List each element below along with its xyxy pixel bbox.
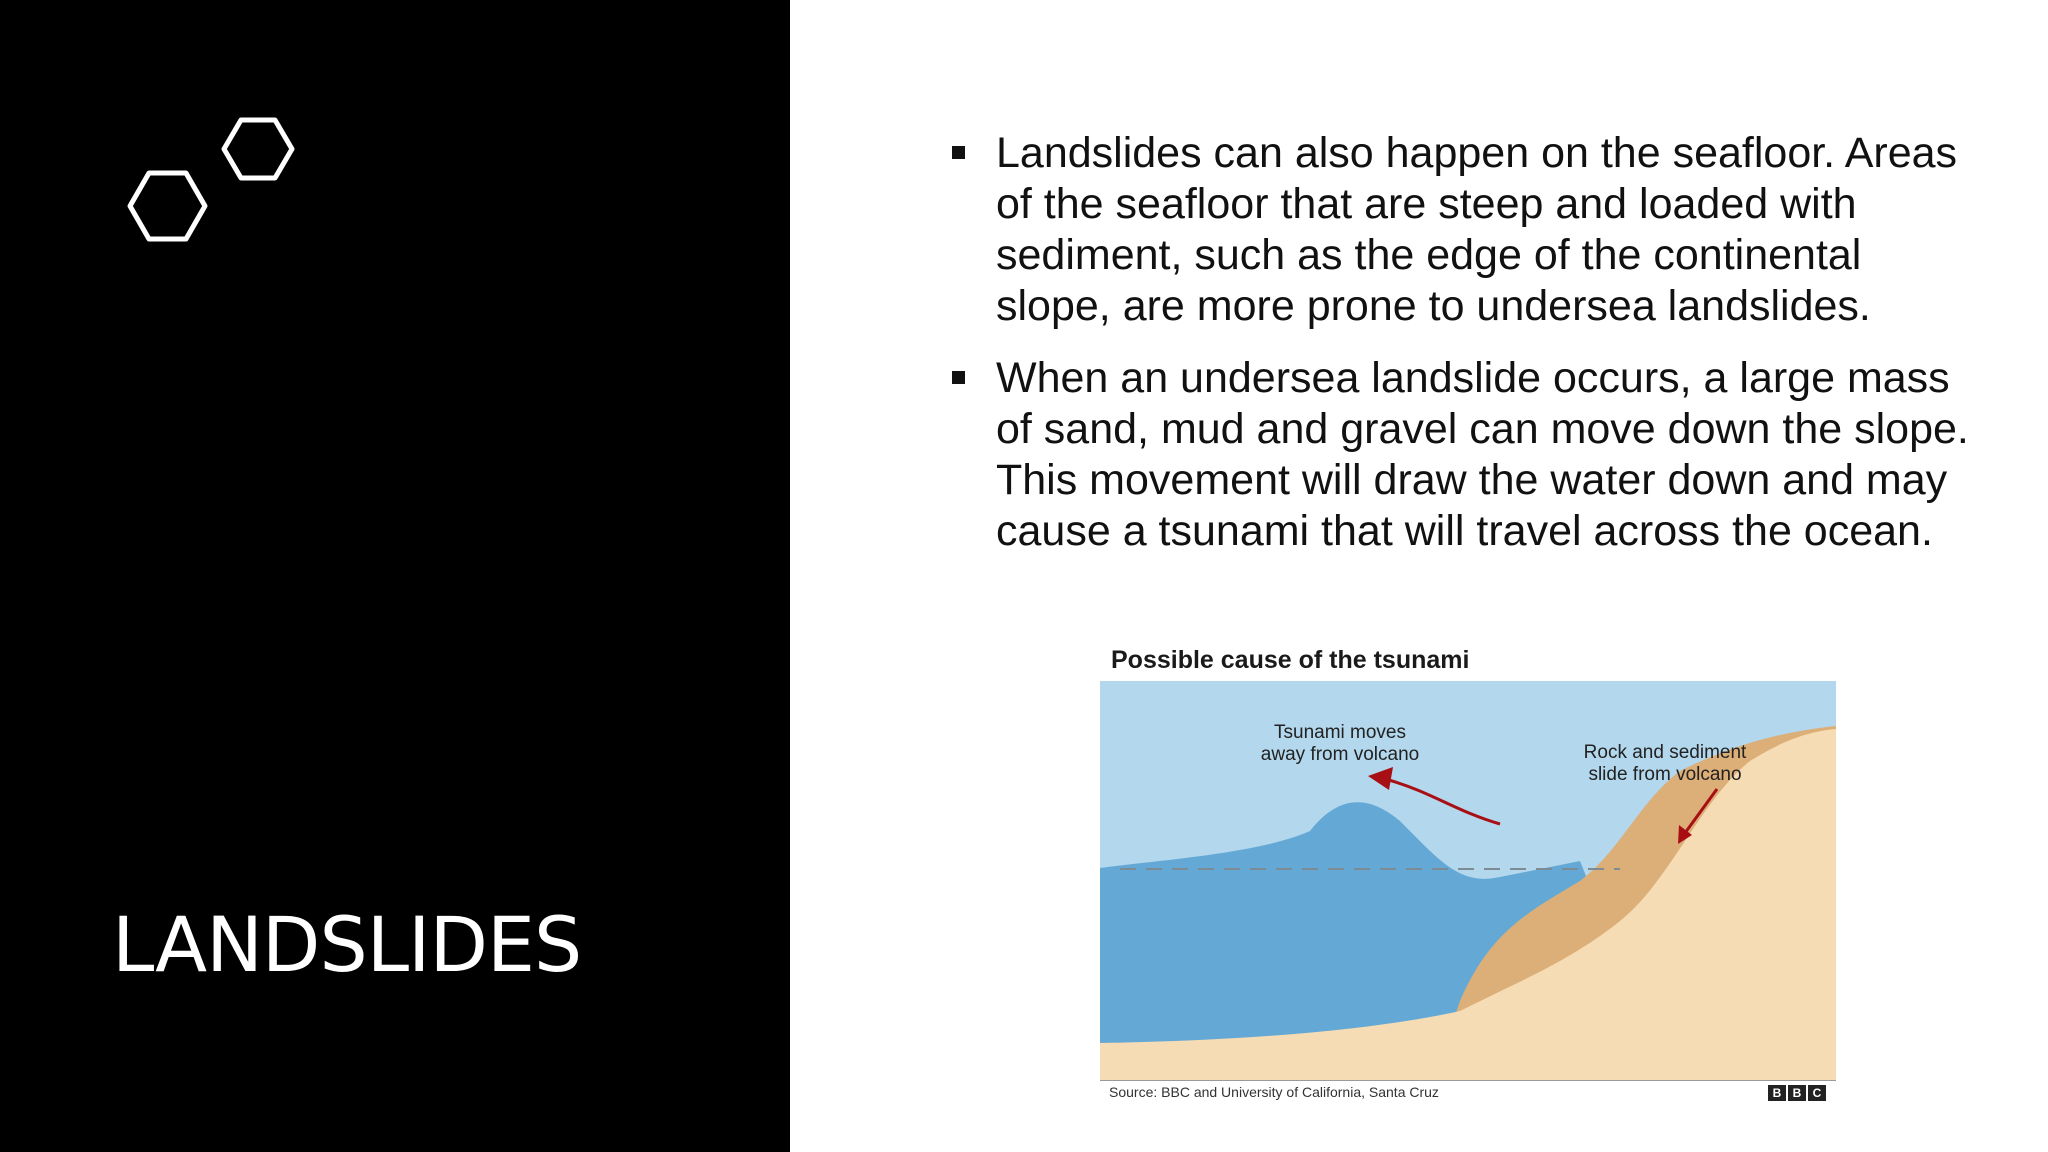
tsunami-diagram: [1100, 681, 1836, 1081]
tsunami-figure: [1100, 646, 1836, 1106]
diagram-illustration: [1100, 681, 1836, 1081]
callout-line: away from volcano: [1260, 744, 1420, 765]
source-caption: Source: BBC and University of California, Santa Cruz: [1109, 1084, 1439, 1100]
logo-letter: B: [1788, 1085, 1806, 1101]
hexagon-small-icon: [224, 120, 292, 178]
hexagon-large-icon: [130, 173, 205, 239]
logo-letter: B: [1768, 1085, 1786, 1101]
hexagon-pair-icon: [125, 110, 325, 260]
bullet-text: Landslides can also happen on the seafloor. Areas of the seafloor that are steep and loaded with sediment, such as the edge of the continental slope, are more prone to undersea landslides.: [996, 129, 1958, 330]
bullet-item: [952, 128, 1982, 332]
bullet-item: [952, 353, 1982, 557]
callout-line: Tsunami moves: [1274, 722, 1406, 743]
tsunami-callout: [1220, 722, 1460, 766]
bbc-logo: [1768, 1085, 1826, 1101]
logo-letter: C: [1808, 1085, 1826, 1101]
figure-title: Possible cause of the tsunami: [1111, 646, 1470, 674]
square-bullet-icon: [952, 146, 965, 159]
title-panel: [0, 0, 790, 1152]
callout-line: slide from volcano: [1588, 764, 1742, 785]
bullet-text: When an undersea landslide occurs, a large mass of sand, mud and gravel can move down the slope. This movement will draw the water down and may cause a tsunami that will travel across the ocean.: [996, 354, 1969, 555]
slide-title: LANDSLIDES: [112, 900, 582, 989]
square-bullet-icon: [952, 371, 965, 384]
bullet-list: [952, 128, 1982, 578]
callout-line: Rock and sediment: [1583, 742, 1747, 763]
rock-callout: [1540, 742, 1790, 786]
